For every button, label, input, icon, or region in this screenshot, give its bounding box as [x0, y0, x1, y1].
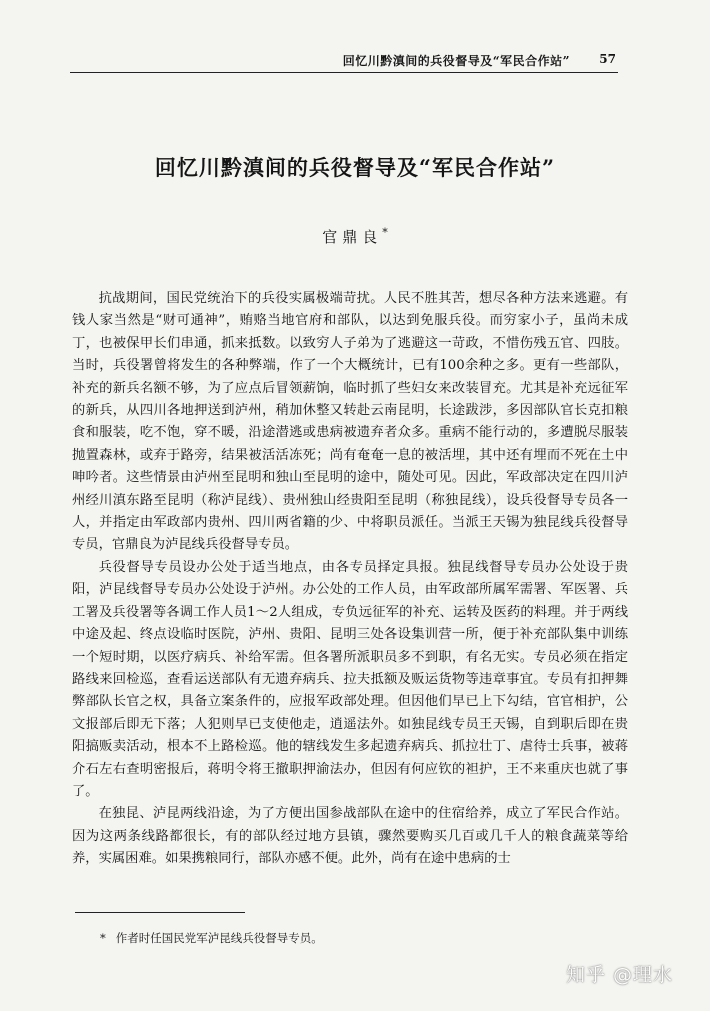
page-number: 57	[599, 52, 616, 66]
paragraph: 在独昆、泸昆两线沿途，为了方便出国参战部队在途中的住宿给养，成立了军民合作站。因为这两条线路都很长，有的部队经过地方县镇，骤然要购买几百或几千人的粮食蔬菜等给养，实属困难。如果携粮同行，部队亦感不便。此外，尚有在途中患病的士	[72, 806, 628, 867]
paragraph: 抗战期间，国民党统治下的兵役实属极端苛扰。人民不胜其苦，想尽各种方法来逃避。有钱人家当然是“财可通神”，贿赂当地官府和部队，以达到免服兵役。而穷家小子，虽尚未成丁，也被保甲长们串通，抓来抵数。以致穷人子弟为了逃避这一苛政，不惜伤残五官、四肢。当时，兵役署曾将发生的各种弊端，作了一个大概统计，已有100余种之多。更有一些部队，补充的新兵名额不够，为了应点后冒领薪饷，临时抓了些妇女来改装冒充。尤其是补充远征军的新兵，从四川各地押送到泸州，稍加休整又转赴云南昆明，长途跋涉，多因部队官长克扣粮食和服装，吃不饱，穿不暖，沿途潜逃或患病被遗弃者众多。重病不能行动的，多遭脱尽服装抛置森林，或弃于路旁，结果被活活冻死；尚有奄奄一息的被活埋，其中还有埋而不死在土中呻吟者。这些情景由泸州至昆明和独山至昆明的途中，随处可见。因此，军政部决定在四川泸州经川滇东路至昆明（称泸昆线）、贵州独山经贵阳至昆明（称独昆线），设兵役督导专员各一人，并指定由军政部内贵州、四川两省籍的少、中将职员派任。当派王天锡为独昆线兵役督导专员，官鼎良为泸昆线兵役督导专员。	[72, 291, 628, 553]
article-body	[72, 288, 628, 871]
author-name: 官鼎良	[322, 228, 383, 246]
running-header-title: 回忆川黔滇间的兵役督导及“军民合作站”	[342, 54, 570, 68]
article-title: 回忆川黔滇间的兵役督导及“军民合作站”	[154, 155, 556, 180]
paragraph: 兵役督导专员设办公处于适当地点，由各专员择定具报。独昆线督导专员办公处设于贵阳，泸昆线督导专员办公处设于泸州。办公处的工作人员，由军政部所属军需署、军医署、兵工署及兵役署等各调工作人员1～2人组成，专负远征军的补充、运转及医药的料理。并于两线中途及起、终点设临时医院，泸州、贵阳、昆明三处各设集训营一所，便于补充部队集中训练一个短时期，以医疗病兵、补给军需。但各署所派职员多不到职，有名无实。专员必须在指定路线来回检巡，查看运送部队有无遗弃病兵、拉夫抵额及贩运货物等违章事宜。专员有扣押舞弊部队长官之权，具备立案条件的，应报军政部处理。但因他们早已上下勾结，官官相护，公文报部后即无下落；人犯则早已支使他走，逍遥法外。如独昆线专员王天锡，自到职后即在贵阳搞贩卖活动，根本不上路检巡。他的辖线发生多起遗弃病兵、抓拉壮丁、虐待士兵事，被蒋介石左右查明密报后，蒋明令将王撤职押渝法办，但因有何应钦的袒护，王不来重庆也就了事了。	[72, 559, 628, 799]
running-header	[70, 50, 618, 73]
author-footnote-mark: *	[382, 226, 388, 239]
footnote	[100, 930, 323, 946]
footnote-mark: *	[100, 931, 106, 945]
watermark: 知乎 @理水	[566, 964, 674, 986]
author-line	[0, 226, 710, 247]
footnote-text: 作者时任国民党军泸昆线兵役督导专员。	[115, 931, 323, 945]
footnote-divider	[75, 912, 245, 913]
